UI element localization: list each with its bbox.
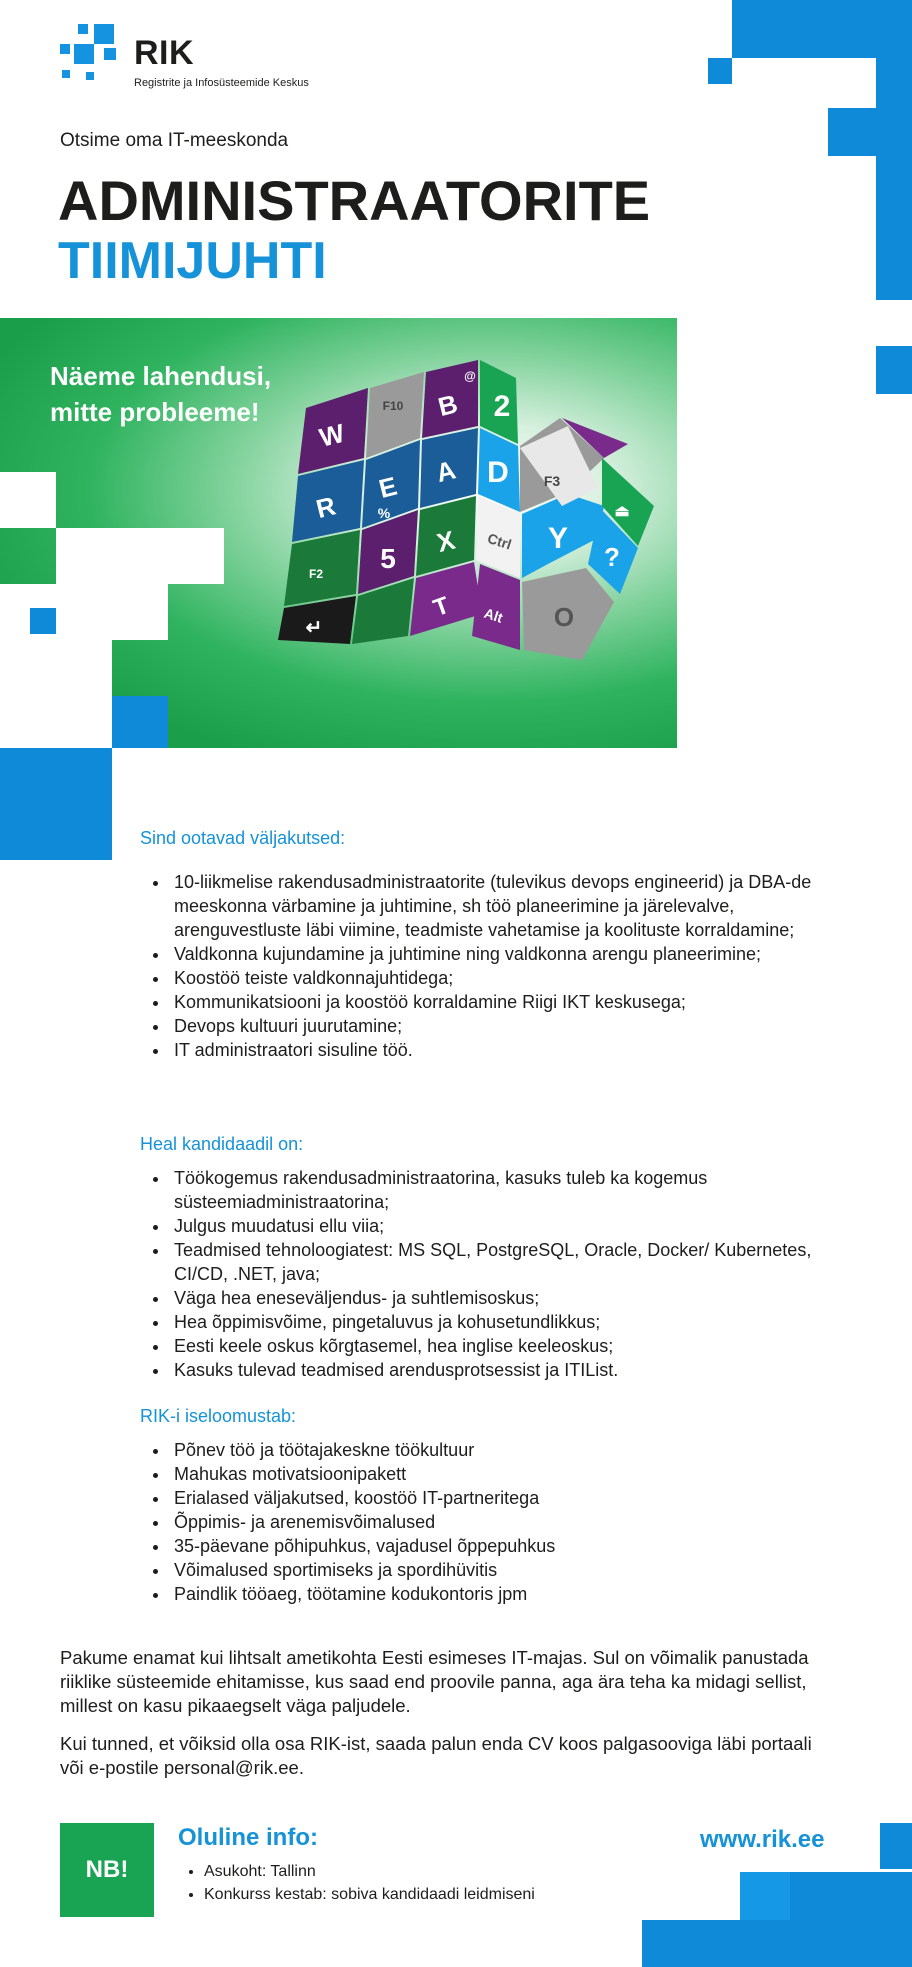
svg-text:E: E	[375, 470, 400, 504]
decor-square	[708, 58, 732, 84]
info-list	[182, 1860, 535, 1906]
list-item: • Võimalused sportimiseks ja spordihüvitis	[170, 1558, 820, 1582]
info-heading: Oluline info:	[178, 1824, 318, 1851]
list-item: • Põnev töö ja töötajakeskne töökultuur	[170, 1438, 820, 1462]
list-item: • Hea õppimisvõime, pingetaluvus ja kohusetundlikkus;	[170, 1310, 820, 1334]
info-item-location: • Asukoht: Tallinn	[204, 1860, 535, 1883]
hero-image	[0, 318, 677, 748]
list-item: • 10-liikmelise rakendusadministraatorite (tulevikus devops engineerid) ja DBA-de meeskonna värbamine ja juhtimine, sh töö planeerimine ja järelevalve, arenguvestluste läbi viimine, teadmiste vahetamise ja koolituste korraldamine;	[170, 870, 820, 942]
svg-text:Alt: Alt	[482, 604, 505, 626]
rik-benefits-list	[148, 1438, 820, 1606]
list-item: • Kasuks tulevad teadmised arendusprotsessist ja ITIList.	[170, 1358, 820, 1382]
svg-text:W: W	[316, 417, 348, 453]
svg-text:D: D	[487, 456, 509, 489]
section-heading-rik: RIK-i iseloomustab:	[140, 1406, 297, 1426]
page-title-accent: TIIMIJUHTI	[58, 232, 327, 290]
logo-subtitle: Registrite ja Infosüsteemide Keskus	[134, 77, 309, 89]
section-heading-challenges: Sind ootavad väljakutsed:	[140, 828, 346, 848]
decor-square	[880, 1823, 912, 1869]
list-item: • IT administraatori sisuline töö.	[170, 1038, 820, 1062]
section-heading-candidate: Heal kandidaadil on:	[140, 1134, 304, 1154]
decor-square	[876, 108, 912, 300]
svg-text:A: A	[433, 454, 459, 489]
website-link[interactable]: www.rik.ee	[700, 1826, 825, 1853]
tagline: Otsime oma IT-meeskonda	[60, 130, 289, 151]
decor-square	[790, 1872, 912, 1920]
svg-text:T: T	[429, 591, 453, 623]
svg-text:Y: Y	[547, 522, 569, 555]
list-item: • Teadmised tehnoloogiatest: MS SQL, PostgreSQL, Oracle, Docker/ Kubernetes, CI/CD, .NET, java;	[170, 1238, 820, 1286]
svg-text:F2: F2	[308, 567, 324, 581]
list-item: • Valdkonna kujundamine ja juhtimine ning valdkonna arengu planeerimine;	[170, 942, 820, 966]
svg-text:R: R	[313, 490, 339, 525]
svg-text:?: ?	[604, 542, 620, 572]
list-item: • 35-päevane põhipuhkus, vajadusel õppepuhkus	[170, 1534, 820, 1558]
apply-paragraph: Kui tunned, et võiksid olla osa RIK-ist, saada palun enda CV koos palgasooviga läbi portaali või e-postile personal@rik.ee.	[60, 1733, 812, 1778]
list-item: • Õppimis- ja arenemisvõimalused	[170, 1510, 820, 1534]
rik-logo	[60, 24, 360, 94]
svg-text:@: @	[464, 369, 476, 383]
svg-text:X: X	[433, 524, 458, 558]
decor-square	[642, 1920, 912, 1967]
list-item: • Koostöö teiste valdkonnajuhtidega;	[170, 966, 820, 990]
decor-square	[876, 346, 912, 394]
svg-text:5: 5	[380, 543, 396, 574]
page-title: ADMINISTRAATORITE	[58, 169, 651, 232]
list-item: • Erialased väljakutsed, koostöö IT-partneritega	[170, 1486, 820, 1510]
list-item: • Töökogemus rakendusadministraatorina, kasuks tuleb ka kogemus süsteemiadministraatorina;	[170, 1166, 820, 1214]
list-item: • Väga hea eneseväljendus- ja suhtlemisoskus;	[170, 1286, 820, 1310]
list-item: • Julgus muudatusi ellu viia;	[170, 1214, 820, 1238]
decor-square	[828, 108, 876, 156]
decor-square	[0, 748, 112, 860]
challenges-list	[148, 870, 820, 1062]
list-item: • Kommunikatsiooni ja koostöö korraldamine Riigi IKT keskusega;	[170, 990, 820, 1014]
svg-text:⏏: ⏏	[614, 503, 630, 520]
list-item: • Mahukas motivatsioonipakett	[170, 1462, 820, 1486]
svg-text:F10: F10	[382, 399, 404, 413]
svg-text:%: %	[377, 505, 391, 521]
svg-text:↵: ↵	[305, 617, 323, 639]
list-item: • Devops kultuuri juurutamine;	[170, 1014, 820, 1038]
nb-badge: NB!	[60, 1823, 154, 1917]
svg-text:F3: F3	[543, 473, 561, 489]
info-item-duration: • Konkurss kestab: sobiva kandidaadi leidmiseni	[204, 1883, 535, 1906]
decor-square	[732, 0, 912, 58]
svg-text:B: B	[435, 388, 461, 423]
svg-text:O: O	[553, 602, 575, 632]
logo-name: RIK	[134, 34, 195, 72]
hero-heading: Näeme lahendusi, mitte probleeme!	[50, 361, 272, 427]
decor-square	[740, 1872, 790, 1920]
offer-paragraph: Pakume enamat kui lihtsalt ametikohta Eesti esimeses IT-majas. Sul on võimalik panustada riiklike süsteemide ehitamisse, kus saad end proovile panna, aga ära teha ka midagi sellist, millest on kasu pikaaegselt väga paljudele.	[60, 1647, 809, 1716]
svg-text:Ctrl: Ctrl	[485, 529, 514, 553]
keyboard-cube-illustration	[258, 369, 658, 728]
svg-text:2: 2	[493, 390, 511, 423]
list-item: • Paindlik tööaeg, töötamine kodukontoris jpm	[170, 1582, 820, 1606]
decor-square	[876, 58, 912, 108]
candidate-list	[148, 1166, 820, 1382]
list-item: • Eesti keele oskus kõrgtasemel, hea inglise keeleoskus;	[170, 1334, 820, 1358]
